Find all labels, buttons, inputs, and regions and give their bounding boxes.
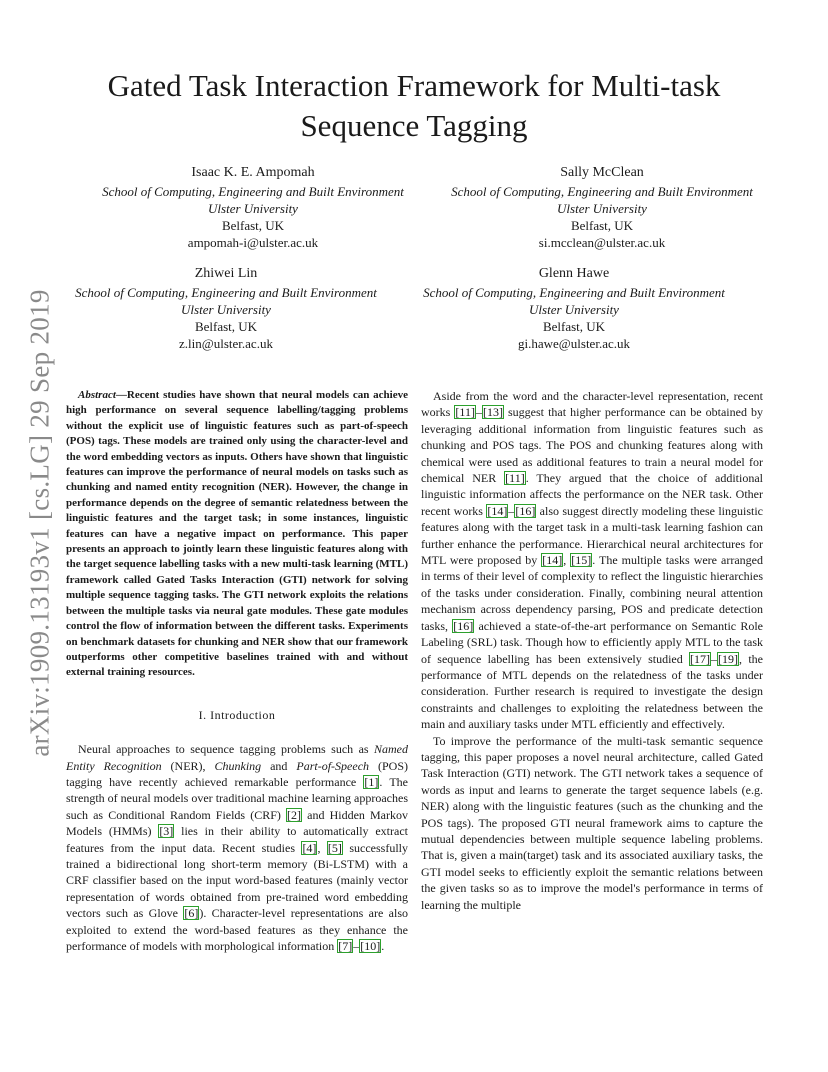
author-location: Belfast, UK	[221, 218, 285, 233]
text-run: Part-of-Speech	[296, 758, 370, 773]
text-run: . They argued that the choice of additional linguistic information affects the performance on the NER task. Other recent works	[421, 471, 763, 518]
body-paragraph: To improve the performance of the multi-task semantic sequence tagging, this paper proposes a novel neural architecture, called Gated Task Interaction (GTI) network. The GTI network takes a sequence of words as input and learns to generate the target sequence labels (e.g. NER) along with the linguistic features (such as the chunking and the POS tags). The proposed GTI neural framework aims to capture the mutual dependencies between multiple sequence labeling problems. That is, given a main(target) task and its associated auxiliary tasks, the GTI model seeks to efficiently exploit the semantic relations between the given tasks so as to improve the model's performance in terms of learning the multiple	[421, 733, 763, 912]
author-block	[85, 164, 421, 251]
body-paragraph	[421, 388, 763, 733]
citation-link[interactable]: [17]	[690, 651, 711, 666]
text-run: ). Character-level representations are also exploited to extend the word-based features as they enhance the performance of models with morphological information	[66, 906, 408, 953]
citation-link[interactable]: [11]	[505, 471, 525, 486]
citation-link[interactable]: [11]	[455, 405, 475, 420]
citation-link[interactable]: [13]	[482, 405, 503, 420]
text-run: successfully trained a bidirectional long short-term memory (Bi-LSTM) with a CRF classifier based on the input word-based features (mainly vector representation of words obtained from pre-trained word embedding vectors such as Glove	[66, 840, 408, 921]
author-university: Ulster University	[557, 201, 647, 216]
text-run: , the performance of MTL depends on the relatedness of the tasks under consideration. Further research is required to investigate the design constraints and challenges to exploiting the relatedness between the main and auxiliary tasks under MTL efficiently and effectively.	[421, 651, 763, 732]
author-block	[434, 164, 770, 251]
text-run: suggest that higher performance can be obtained by leveraging additional information from linguistic features such as chunking and POS tags. The POS and chunking features along with chemical were used as additional features to train a neural model for chemical NER	[421, 405, 764, 486]
author-email: gi.hawe@ulster.ac.uk	[518, 336, 630, 351]
citation-link[interactable]: [19]	[718, 651, 739, 666]
text-run: ,	[563, 553, 571, 568]
text-run: (POS) tagging have recently achieved remarkable performance	[66, 758, 408, 789]
citation-link[interactable]: [2]	[287, 807, 302, 822]
text-run: Neural approaches to sequence tagging problems such as	[78, 742, 374, 757]
text-run: . The strength of neural models over traditional machine learning approaches such as Conditional Random Fields (CRF)	[66, 774, 408, 822]
text-run: Chunking	[214, 758, 262, 773]
text-run: (NER),	[161, 758, 215, 773]
author-email: z.lin@ulster.ac.uk	[179, 336, 273, 351]
text-run: lies in their ability to automatically extract features from the input data. Recent studies	[66, 824, 408, 855]
citation-link[interactable]: [3]	[159, 824, 174, 839]
section-heading: I. Introduction	[198, 707, 276, 722]
author-email: ampomah-i@ulster.ac.uk	[187, 235, 319, 250]
author-name: Zhiwei Lin	[194, 266, 258, 281]
intro-paragraph	[66, 741, 408, 954]
text-run: ,	[317, 840, 327, 855]
citation-link[interactable]: [16]	[453, 618, 474, 633]
author-block	[58, 265, 394, 352]
paper-title: Gated Task Interaction Framework for Multi-task Sequence Tagging	[107, 68, 721, 143]
arxiv-sidebar	[20, 288, 60, 758]
author-location: Belfast, UK	[570, 218, 634, 233]
abstract-text: —Recent studies have shown that neural models can achieve high performance on several sequence labelling/tagging problems without the explicit use of linguistic features such as part-of-speech (POS) tags. These models are trained only using the character-level and the word embedding vectors as inputs. Others have shown that linguistic features can improve the performance of neural models on tasks such as chunking and named entity recognition (NER). However, the change in performance depends on the degree of semantic relatedness between the linguistic features and the target task; in some instances, linguistic features can have a negative impact on performance. This paper presents an approach to jointly learn these linguistic features along with the target sequence labelling tasks with a new multi-task learning (MTL) framework called Gated Tasks Interaction (GTI) network for solving multiple sequence tagging tasks. The GTI network exploits the relations between the multiple tasks via neural gate modules. These gate modules control the flow of information between the different tasks. Experiments on benchmark datasets for chunking and NER show that our framework outperforms other competitive baselines trained with and without external training resources.	[66, 389, 408, 679]
citation-link[interactable]: [14]	[487, 503, 508, 518]
citation-link[interactable]: [1]	[364, 774, 379, 789]
text-run: –	[353, 939, 360, 953]
right-column	[421, 388, 763, 913]
citation-link[interactable]: [16]	[515, 503, 536, 518]
citation-link[interactable]: [6]	[184, 906, 199, 921]
text-run: and Hidden Markov Models (HMMs)	[66, 807, 408, 839]
author-name: Glenn Hawe	[538, 266, 610, 281]
text-run: –	[475, 405, 482, 420]
author-university: Ulster University	[529, 302, 619, 317]
left-column	[66, 388, 408, 954]
author-affiliation: School of Computing, Engineering and Built Environment	[423, 285, 725, 300]
author-affiliation: School of Computing, Engineering and Built Environment	[451, 184, 753, 199]
text-run: . The multiple tasks were arranged in terms of their level of complexity to reflect the linguistic hierarchies of the tasks under consideration. Finally, combining neural attention mechanism across dependency parsing, POS and predicate detection tasks,	[421, 553, 763, 633]
text-run: –	[508, 503, 515, 518]
author-affiliation: School of Computing, Engineering and Built Environment	[75, 285, 377, 300]
author-affiliation: School of Computing, Engineering and Built Environment	[102, 184, 404, 199]
author-email: si.mcclean@ulster.ac.uk	[538, 235, 666, 250]
citation-link[interactable]: [14]	[542, 553, 563, 568]
text-run: .	[381, 939, 385, 953]
abstract	[66, 388, 408, 681]
citation-link[interactable]: [15]	[571, 553, 592, 568]
author-block	[406, 265, 742, 352]
citation-link[interactable]: [10]	[360, 939, 381, 953]
text-run: achieved a state-of-the-art performance on Semantic Role Labeling (SRL) task. Though how to efficiently apply MTL to the task of sequence labelling has been extensively studied	[421, 618, 764, 666]
author-university: Ulster University	[181, 302, 271, 317]
author-location: Belfast, UK	[194, 319, 258, 334]
author-location: Belfast, UK	[542, 319, 606, 334]
citation-link[interactable]: [7]	[338, 939, 353, 953]
text-run: Aside from the word and the character-level representation, recent works	[421, 389, 763, 420]
arxiv-identifier: arXiv:1909.13193v1 [cs.LG] 29 Sep 2019	[24, 289, 55, 757]
author-name: Isaac K. E. Ampomah	[191, 165, 315, 180]
text-run: Named Entity Recognition	[66, 742, 408, 773]
text-run: also suggest directly modeling these linguistic features along with the target task in a multi-task learning fashion can further enhance the performance. Hierarchical neural architectures for MTL were proposed by	[421, 503, 763, 568]
abstract-label: Abstract	[78, 389, 116, 401]
text-run: and	[261, 758, 297, 773]
citation-link[interactable]: [5]	[327, 840, 342, 855]
author-university: Ulster University	[208, 201, 298, 216]
citation-link[interactable]: [4]	[302, 840, 317, 855]
author-name: Sally McClean	[560, 165, 644, 180]
text-run: –	[711, 651, 718, 666]
